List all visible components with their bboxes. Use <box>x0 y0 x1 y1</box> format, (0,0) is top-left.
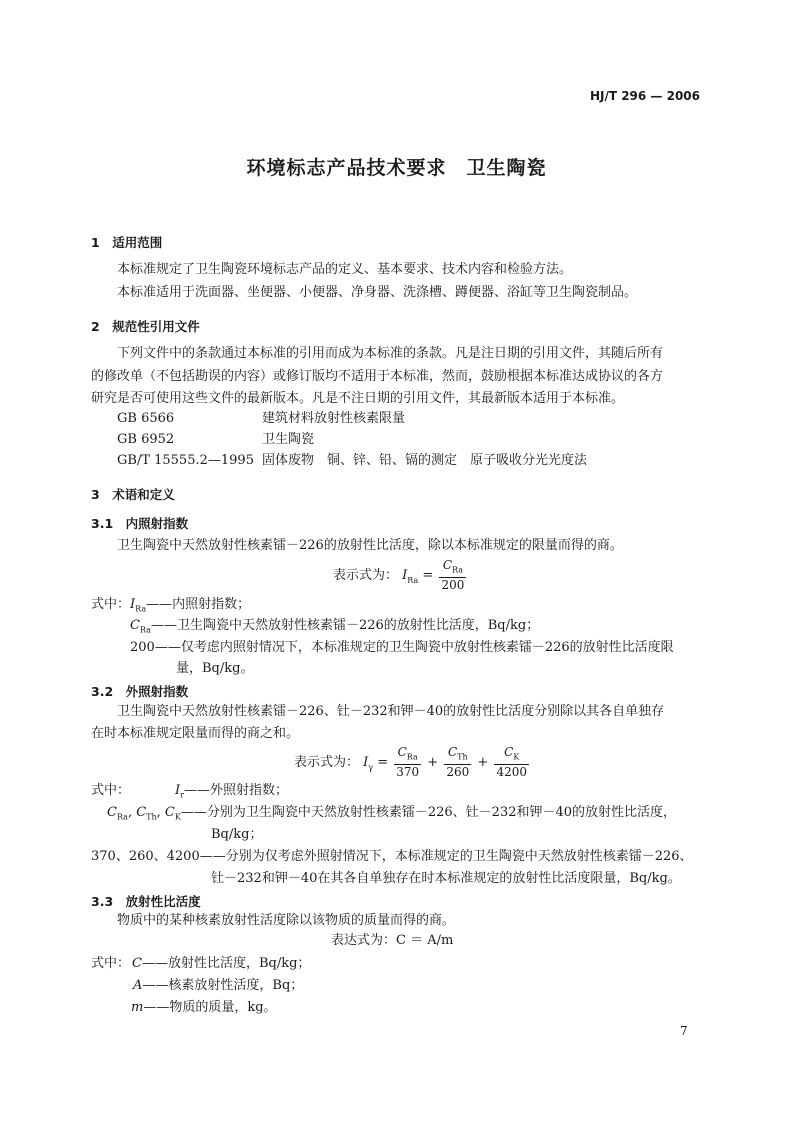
where-item: $I_{Ra}——$内照射指数； <box>130 597 251 614</box>
section-3-2-heading: 3.2 外照射指数 <box>91 684 189 699</box>
expression-label: 表示式为： <box>294 755 360 771</box>
section-1-para-1: 本标准规定了卫生陶瓷环境标志产品的定义、基本要求、技术内容和检验方法。 <box>117 262 573 277</box>
fraction: $\frac{C_K}{4200}$ <box>496 745 527 780</box>
ref-name: 建筑材料放射性核素限量 <box>262 411 406 426</box>
where-item: $C_{Ra}$, $C_{Th}$, $C_K——$分别为卫生陶瓷中天然放射性核素镭－226、钍－232和钾－40的放射性比活度， <box>107 805 677 822</box>
where-label: 式中： <box>91 956 131 971</box>
formula-symbol: I <box>402 568 408 584</box>
page-number: 7 <box>680 1024 688 1038</box>
formula-subscript: Ra <box>407 575 419 585</box>
ref-code: GB 6566 <box>117 411 175 426</box>
formula-internal-index: 表示式为： $I_{Ra}$ = $\frac{C_{Ra}}{200}$ <box>333 558 465 593</box>
ref-name: 卫生陶瓷 <box>262 432 315 447</box>
where-item: A——核素放射性活度，Bq； <box>133 978 304 993</box>
fraction: $\frac{C_{Th}}{260}$ <box>446 745 470 780</box>
where-item: $C_{Ra}——$卫生陶瓷中天然放射性核素镭－226的放射性比活度，Bq/kg； <box>130 618 540 635</box>
ref-name: 固体废物 铜、锌、铅、镉的测定 原子吸收分光光度法 <box>262 453 588 468</box>
section-3-2-definition-line-1: 卫生陶瓷中天然放射性核素镭－226、钍－232和钾－40的放射性比活度分别除以其各自单独存 <box>117 704 665 719</box>
where-label: 式中： <box>91 597 131 612</box>
section-3-3-definition: 物质中的某种核素放射性活度除以该物质的质量而得的商。 <box>117 913 456 928</box>
section-2-intro-line-2: 的修改单（不包括勘误的内容）或修订版均不适用于本标准，然而，鼓励根据本标准达成协议的各方 <box>91 369 664 384</box>
ref-code: GB/T 15555.2—1995 <box>117 453 254 468</box>
where-item: 200——仅考虑内照射情况下，本标准规定的卫生陶瓷中放射性核素镭－226的放射性比活度限 <box>130 640 674 655</box>
section-3-1-heading: 3.1 内照射指数 <box>91 516 189 531</box>
ref-code: GB 6952 <box>117 432 175 447</box>
where-item: C——放射性比活度，Bq/kg； <box>132 956 311 971</box>
where-item-continuation: 钍－232和钾－40在其各自单独存在时本标准规定的放射性比活度限量，Bq/kg。 <box>211 871 681 886</box>
where-item: m——物质的质量，kg。 <box>131 1000 277 1015</box>
expression-label: 表示式为： <box>333 568 399 584</box>
formula-specific-activity: 表达式为：C ＝ A/m <box>331 933 454 948</box>
section-3-2-definition-line-2: 在时本标准规定限量而得的商之和。 <box>91 726 300 741</box>
where-label: 式中： <box>91 783 131 798</box>
section-1-para-2: 本标准适用于洗面器、坐便器、小便器、净身器、洗涤槽、蹲便器、浴缸等卫生陶瓷制品。 <box>117 285 638 300</box>
where-item: 370、260、4200——分别为仅考虑外照射情况下，本标准规定的卫生陶瓷中天然放射性核素镭－226、 <box>91 849 693 864</box>
fraction: $\frac{C_{Ra}}{370}$ <box>396 745 420 780</box>
page-title: 环境标志产品技术要求 卫生陶瓷 <box>246 157 547 179</box>
where-item: $I_r——$外照射指数； <box>175 783 288 800</box>
section-2-intro-line-3: 研究是否可使用这些文件的最新版本。凡是不注日期的引用文件，其最新版本适用于本标准。 <box>91 391 625 406</box>
formula-external-index: 表示式为： $I_\gamma$ = $\frac{C_{Ra}}{370}$ + $\frac{C_{Th}}{260}$ + $\frac{C_K}{4200}$ <box>294 745 527 780</box>
fraction: $\frac{C_{Ra}}{200}$ <box>441 558 465 593</box>
section-2-heading: 2 规范性引用文件 <box>91 319 200 334</box>
section-1-heading: 1 适用范围 <box>91 235 163 250</box>
section-3-1-definition: 卫生陶瓷中天然放射性核素镭－226的放射性比活度，除以本标准规定的限量而得的商。 <box>117 538 623 553</box>
section-3-3-heading: 3.3 放射性比活度 <box>91 894 201 909</box>
where-item-continuation: 量，Bq/kg。 <box>176 661 254 676</box>
section-3-heading: 3 术语和定义 <box>91 487 175 502</box>
standard-number: HJ/T 296 — 2006 <box>589 89 700 103</box>
section-2-intro-line-1: 下列文件中的条款通过本标准的引用而成为本标准的条款。凡是注日期的引用文件，其随后所有 <box>117 346 664 361</box>
where-item-continuation: Bq/kg； <box>211 827 263 842</box>
